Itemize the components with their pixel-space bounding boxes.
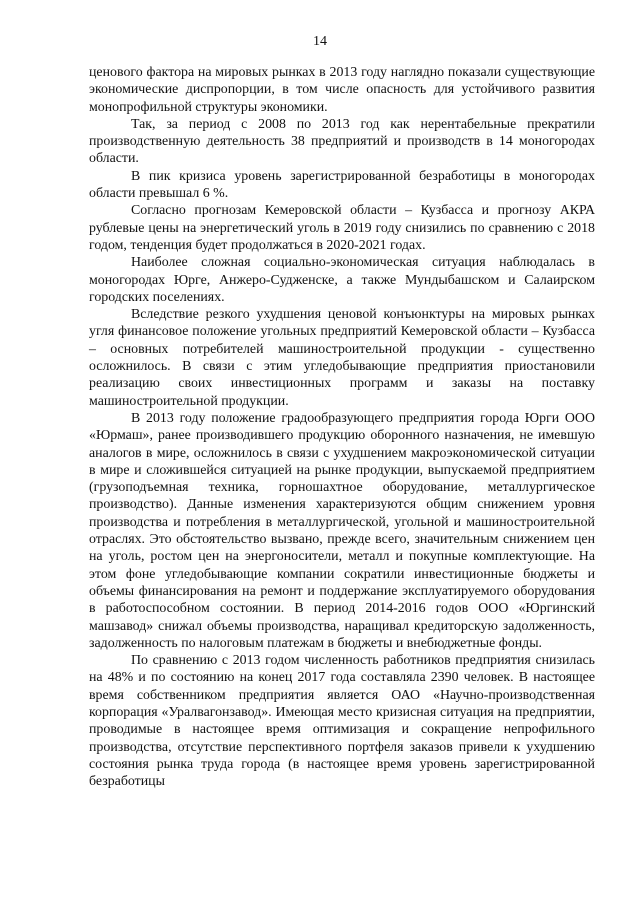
paragraph-coal-price-forecast: Согласно прогнозам Кемеровской области – Кузбасса и прогнозу АКРА рублевые цены на энергетический уголь в 2019 году снизились по сравнению с 2018 годом, тенденция будет продолжаться в 2020-2021 годах. [89,203,595,253]
paragraph-enterprise-closures: Так, за период с 2008 по 2013 год как нерентабельные прекратили производственную деятельность 38 предприятий и производств в 14 моногородах области. [89,116,595,167]
paragraph-workforce-reduction: По сравнению с 2013 годом численность работников предприятия снизилась на 48% и по состоянию на конец 2017 года составляла 2390 человек. В настоящее время собственником предприятия является ОАО «Научно-производственная корпорация «Уралвагонзавод». Имеющая место кризисная ситуация на предприятии, проводимые в настоящее время оптимизация и сокращение непрофильного производства, отсутствие перспективного портфеля заказов привели к ухудшению состояния рынка труда города (в настоящее время уровень зарегистрированной безработицы [89,653,595,790]
document-body [89,64,595,790]
paragraph-continued: ценового фактора на мировых рынках в 2013 году наглядно показали существующие экономические диспропорции, в том числе опасность для устойчивого развития монопрофильной структуры экономики. [89,65,595,115]
page-number: 14 [313,34,327,49]
paragraph-unemployment-peak: В пик кризиса уровень зарегистрированной безработицы в моногородах области превышал 6 %. [89,168,595,202]
paragraph-yurga-enterprise: В 2013 году положение градообразующего предприятия города Юрги ООО «Юрмаш», ранее производившего продукцию оборонного назначения, не имевшую аналогов в мире, осложнилось в связи с ухудшением макроэкономической ситуации в мире и сложившейся ситуацией на рынке продукции, выпускаемой предприятием (грузоподъемная техника, горношахтное оборудование, металлургическое производство). Данные изменения характеризуются общим снижением уровня производства и потребления в металлургической, угольной и машиностроительной отраслях. Это обстоятельство вызвано, прежде всего, значительным снижением цен на уголь, ростом цен на энергоносители, металл и покупные комплектующие. На этом фоне угледобывающие компании сократили инвестиционные бюджеты и объемы финансирования на ремонт и поддержание эксплуатируемого оборудования в работоспособном состоянии. В период 2014-2016 годов ООО «Юргинский машзавод» снижал объемы производства, наращивал кредиторскую задолженность, задолженность по налоговым платежам в бюджеты и внебюджетные фонды. [89,410,595,651]
paragraph-difficult-towns: Наиболее сложная социально-экономическая ситуация наблюдалась в моногородах Юрге, Анжеро-Судженске, а также Мундыбашском и Салаирском городских поселениях. [89,255,595,305]
paragraph-coal-market-decline: Вследствие резкого ухудшения ценовой конъюнктуры на мировых рынках угля финансовое положение угольных предприятий Кемеровской области – Кузбасса – основных потребителей машиностроительной продукции - существенно осложнилось. В связи с этим угледобывающие предприятия приостановили реализацию своих инвестиционных программ и заказы на поставку машиностроительной продукции. [89,307,595,409]
